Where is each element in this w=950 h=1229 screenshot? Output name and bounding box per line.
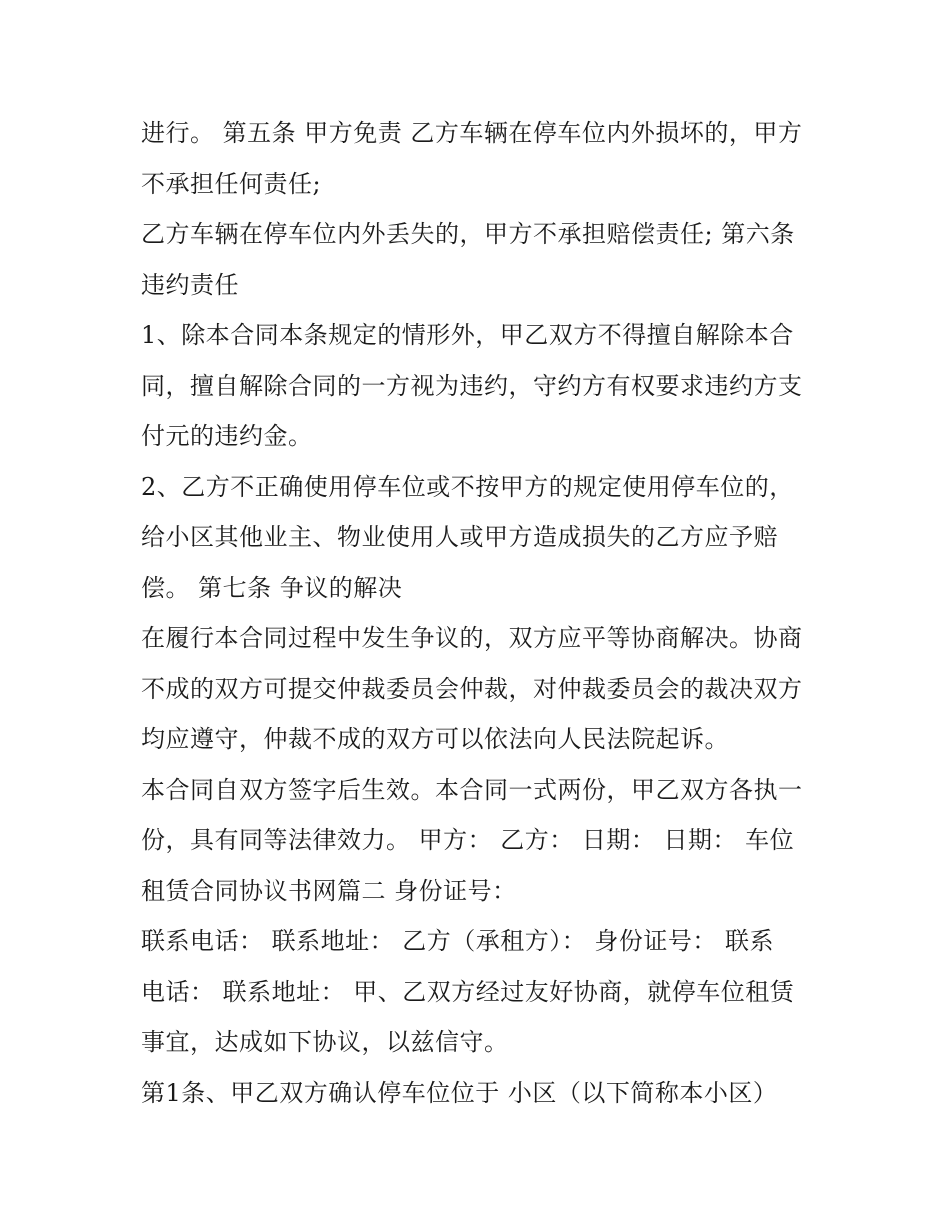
text-line: 偿。 第七条 争议的解决 — [141, 573, 403, 602]
text-line: 给小区其他业主、物业使用人或甲方造成损失的乙方应予赔 — [141, 523, 778, 551]
text-line: 2、乙方不正确使用停车位或不按甲方的规定使用停车位的， — [141, 472, 794, 501]
text-line: 付元的违约金。 — [141, 422, 313, 450]
text-line: 同，擅自解除合同的一方视为违约，守约方有权要求违约方支 — [141, 371, 803, 400]
text-line: 1、除本合同本条规定的情形外，甲乙双方不得擅自解除本合 — [141, 321, 794, 349]
text-line: 违约责任 — [141, 270, 239, 299]
text-line: 在履行本合同过程中发生争议的，双方应平等协商解决。协商 — [141, 624, 803, 652]
text-line: 进行。 第五条 甲方免责 乙方车辆在停车位内外损坏的，甲方 — [141, 119, 803, 147]
text-line: 第1条、甲乙双方确认停车位位于 小区（以下简称本小区） — [141, 1078, 778, 1107]
document-body — [141, 108, 821, 1118]
text-line: 电话： 联系地址： 甲、乙双方经过友好协商，就停车位租赁 — [141, 977, 795, 1006]
text-line: 不成的双方可提交仲裁委员会仲裁，对仲裁委员会的裁决双方 — [141, 674, 803, 703]
text-line: 本合同自双方签字后生效。本合同一式两份，甲乙双方各执一 — [141, 775, 803, 804]
text-line: 联系电话： 联系地址： 乙方（承租方）： 身份证号： 联系 — [141, 927, 775, 955]
text-line: 乙方车辆在停车位内外丢失的，甲方不承担赔偿责任; 第六条 — [141, 220, 795, 248]
text-line: 租赁合同协议书网篇二 身份证号： — [141, 876, 517, 905]
text-line: 事宜，达成如下协议，以兹信守。 — [141, 1028, 509, 1056]
text-line: 不承担任何责任; — [141, 169, 322, 198]
text-line: 均应遵守，仲裁不成的双方可以依法向人民法院起诉。 — [141, 725, 729, 753]
text-line: 份，具有同等法律效力。 甲方： 乙方： 日期： 日期： 车位 — [141, 826, 795, 854]
